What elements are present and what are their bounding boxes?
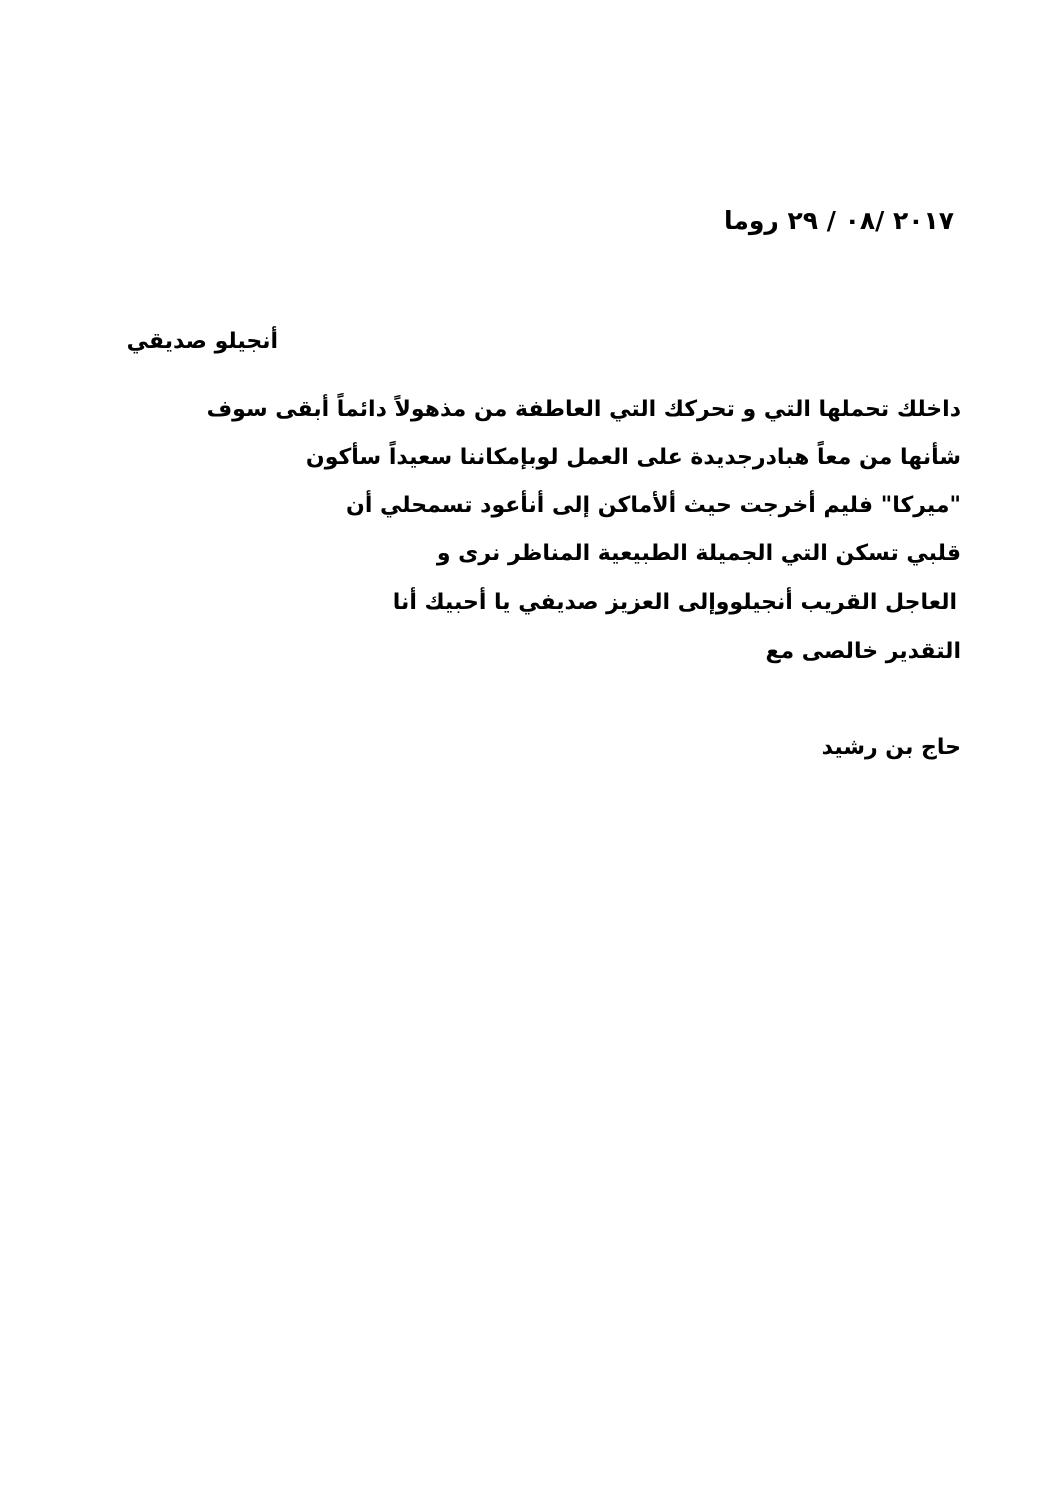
body-line: التقدير خالصى مع [765, 639, 961, 664]
body-line: شأنها من معاً هبادرجديدة على العمل لوبإمكاننا سعيداً سأكون [305, 445, 961, 470]
date-place: ٢٠١٧ /٠٨ / ٢٩ روما [723, 206, 954, 235]
body-line: العاجل القريب أنجيلووإلى العزيز صديفي يا أحبيك أنا [392, 590, 957, 615]
body-line: داخلك تحملها التي و تحركك التي العاطفة من مذهولاً دائماً أبقى سوف [206, 397, 961, 422]
signature: حاج بن رشيد [821, 735, 961, 760]
body-line: قلبي تسكن التي الجميلة الطبيعية المناظر نرى و [436, 541, 961, 566]
greeting: أنجيلو صديقي [126, 329, 278, 354]
body-line: "ميركا" فليم أخرجت حيث ألأماكن إلى أنأعود تسمحلي أن [346, 493, 961, 518]
